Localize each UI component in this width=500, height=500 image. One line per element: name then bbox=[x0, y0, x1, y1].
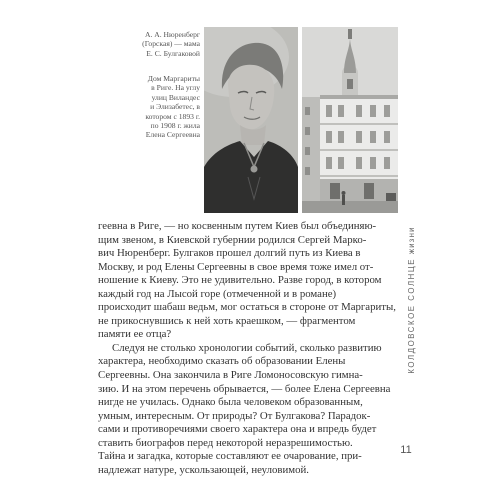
text-line: вич Нюренберг. Булгаков прошел долгий путь из Киева в bbox=[98, 247, 361, 260]
page-number: 11 bbox=[400, 444, 412, 456]
text-line: надлежат натуре, ускользающей, неуловимой. bbox=[98, 463, 309, 476]
portrait-photo bbox=[204, 27, 298, 213]
text-line: не прикоснувшись к ней хоть краешком, — фрагментом bbox=[98, 314, 356, 327]
running-title bbox=[407, 200, 419, 400]
text-line: геевна в Риге, — но косвенным путем Киев был объединяю- bbox=[98, 220, 377, 232]
main-text bbox=[98, 220, 396, 477]
text-line: ношение к Киеву. Это не удивительно. Разве город, в котором bbox=[98, 274, 382, 287]
caption-line: А. А. Нюренберг bbox=[145, 30, 200, 39]
text-line: Сергеевны. Она закончила в Риге Ломоносовскую гимна- bbox=[98, 369, 363, 382]
caption-line: котором с 1893 г. bbox=[145, 111, 200, 121]
house-photo bbox=[302, 27, 398, 213]
text-line: памяти ее отца? bbox=[98, 328, 172, 341]
text-line: Москву, и род Елены Сергеевны в свое время тоже имел от- bbox=[98, 260, 374, 273]
caption-line: Е. С. Булгаковой bbox=[146, 48, 200, 58]
portrait-caption bbox=[98, 30, 200, 58]
caption-line: Дом Маргариты bbox=[147, 74, 200, 83]
running-title-part2: жизни bbox=[407, 226, 416, 255]
caption-line: Елена Сергеевна bbox=[145, 130, 200, 140]
caption-line: по 1908 г. жила bbox=[150, 121, 200, 131]
caption-line: (Горская) — мама bbox=[142, 39, 200, 49]
house-caption bbox=[98, 74, 200, 140]
text-line: происходит шабаш ведьм, мог остаться в стороне от Маргариты, bbox=[98, 301, 396, 314]
running-title-part1: КОЛДОВСКОЕ СОЛНЦЕ bbox=[407, 254, 416, 374]
text-line: щим звеном, в Киевской губернии родился Сергей Марко- bbox=[98, 233, 367, 246]
caption-line: улиц Виландес bbox=[151, 92, 200, 102]
house-illustration bbox=[302, 27, 398, 213]
text-line: характера, необходимо сказать об образовании Елены bbox=[98, 355, 346, 368]
text-line: зию. И на этом перечень обрывается, — более Елена Сергеевна bbox=[98, 382, 391, 395]
text-line: ставить биографов перед некоторой неразрешимостью. bbox=[98, 436, 353, 449]
portrait-illustration bbox=[204, 27, 298, 213]
text-line: нигде не училась. Однако была человеком образованным, bbox=[98, 396, 363, 409]
caption-line: в Риге. На углу bbox=[151, 83, 200, 93]
text-line: Тайна и загадка, которые составляют ее очарование, при- bbox=[98, 450, 362, 463]
caption-line: и Элизабетес, в bbox=[150, 102, 200, 112]
text-line: умным, интересным. От природы? От Булгакова? Парадок- bbox=[98, 409, 371, 422]
text-line: Следуя не столько хронологии событий, сколько развитию bbox=[112, 341, 382, 354]
text-line: каждый год на Лысой горе (отмеченной и в романе) bbox=[98, 287, 337, 300]
text-line: сами и противоречиями своего характера она и впредь будет bbox=[98, 423, 377, 436]
